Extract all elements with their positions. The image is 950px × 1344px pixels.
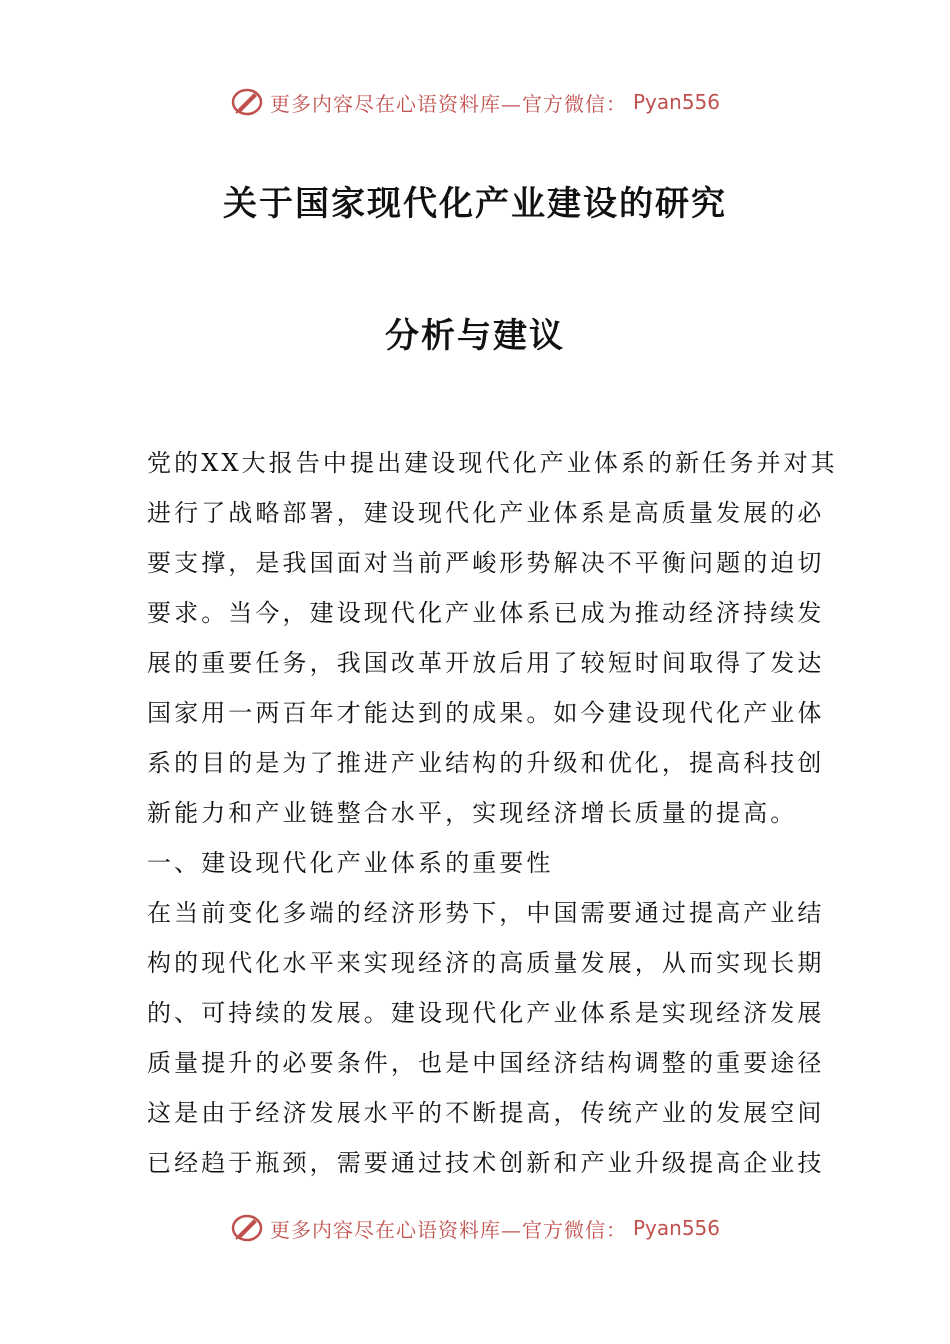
header-watermark xyxy=(0,82,950,122)
body-line: 展的重要任务，我国改革开放后用了较短时间取得了发达 xyxy=(147,649,825,677)
body-line: 已经趋于瓶颈，需要通过技术创新和产业升级提高企业技 xyxy=(147,1149,825,1177)
body-line: 进行了战略部署，建设现代化产业体系是高质量发展的必 xyxy=(147,499,825,527)
watermark-text: 更多内容尽在心语资料库—官方微信： xyxy=(269,1217,627,1242)
pen-swirl-icon xyxy=(230,1211,264,1245)
pen-swirl-icon xyxy=(230,85,264,119)
body-line: 这是由于经济发展水平的不断提高，传统产业的发展空间 xyxy=(147,1099,825,1127)
body-line: 新能力和产业链整合水平，实现经济增长质量的提高。 xyxy=(147,799,798,827)
body-line: 党的XX大报告中提出建设现代化产业体系的新任务并对其 xyxy=(147,449,838,477)
document-body xyxy=(147,438,838,1188)
body-line: 国家用一两百年才能达到的成果。如今建设现代化产业体 xyxy=(147,699,825,727)
body-line: 要求。当今，建设现代化产业体系已成为推动经济持续发 xyxy=(147,599,825,627)
body-line: 系的目的是为了推进产业结构的升级和优化，提高科技创 xyxy=(147,749,825,777)
watermark-text: 更多内容尽在心语资料库—官方微信： xyxy=(269,91,627,116)
footer-watermark xyxy=(0,1208,950,1248)
body-line: 要支撑，是我国面对当前严峻形势解决不平衡问题的迫切 xyxy=(147,549,825,577)
body-line: 质量提升的必要条件，也是中国经济结构调整的重要途径 xyxy=(147,1049,825,1077)
body-line: 的、可持续的发展。建设现代化产业体系是实现经济发展 xyxy=(147,999,825,1027)
document-title-line-2: 分析与建议 xyxy=(385,316,565,356)
watermark-wechat-id: Pyan556 xyxy=(632,90,720,114)
body-line: 在当前变化多端的经济形势下，中国需要通过提高产业结 xyxy=(147,899,825,927)
document-title-line-1: 关于国家现代化产业建设的研究 xyxy=(223,184,727,224)
section-heading: 一、建设现代化产业体系的重要性 xyxy=(147,849,554,877)
body-line: 构的现代化水平来实现经济的高质量发展，从而实现长期 xyxy=(147,949,825,977)
watermark-wechat-id: Pyan556 xyxy=(632,1216,720,1240)
